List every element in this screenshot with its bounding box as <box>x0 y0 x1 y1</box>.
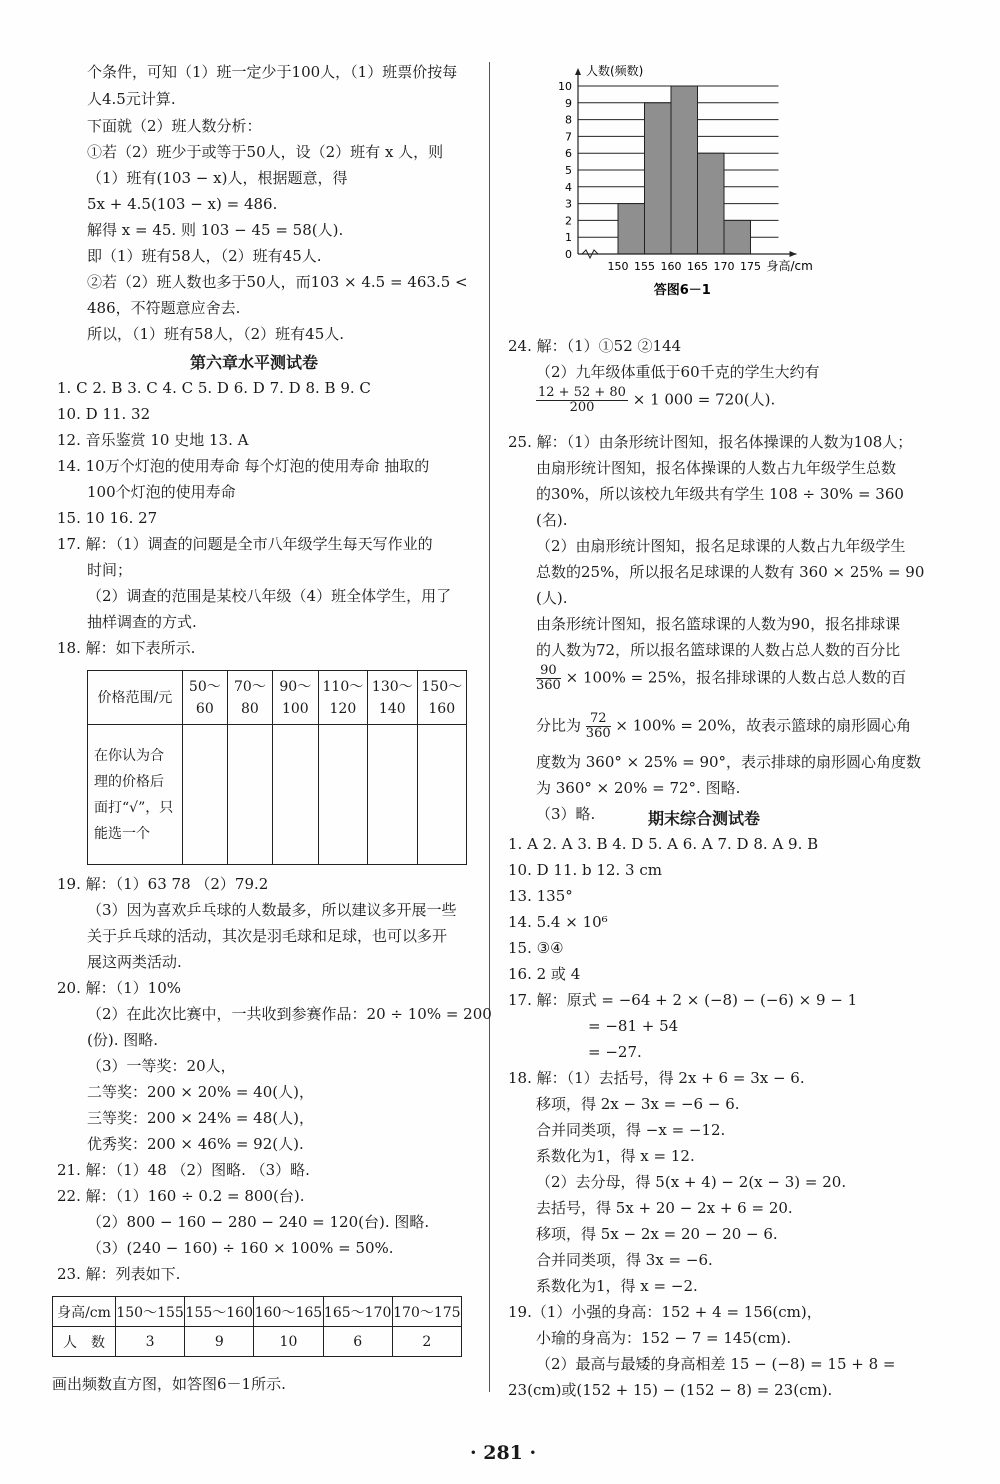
answer-line: 10. D 11. 32 <box>57 405 151 423</box>
answer-line: 总数的25%，所以报名足球课的人数有 360 × 25% = 90 <box>536 563 925 581</box>
x-tick-label: 150 <box>607 260 629 273</box>
answer-line: 移项，得 5x − 2x = 20 − 20 − 6. <box>536 1225 778 1243</box>
answer-line: 的30%，所以该校九年级共有学生 108 ÷ 30% = 360 <box>536 485 904 503</box>
denominator: 200 <box>569 400 595 415</box>
answer-line: 去括号，得 5x + 20 − 2x + 6 = 20. <box>536 1199 793 1217</box>
answer-line: 100个灯泡的使用寿命 <box>87 483 236 501</box>
answer-line: 度数为 360° × 25% = 90°，表示排球的扇形圆心角度数 <box>536 753 922 771</box>
formula-rest: × 100% = 20%，故表示篮球的扇形圆心角 <box>615 716 912 735</box>
text-line: 所以，（1）班有58人，（2）班有45人. <box>87 325 345 343</box>
histogram-bar <box>724 220 751 254</box>
answer-line: 13. 135° <box>508 887 573 905</box>
y-tick-label: 1 <box>565 231 572 245</box>
answer-line: 由扇形统计图知，报名体操课的人数占九年级学生总数 <box>536 459 897 477</box>
answer-line: 展这两类活动. <box>87 953 182 971</box>
x-tick-label: 165 <box>687 260 708 273</box>
formula-rest: × 100% = 25%，报名排球课的人数占总人数的百 <box>565 668 907 687</box>
answer-line: 16. 2 或 4 <box>508 965 581 983</box>
text-line: （1）班有(103 − x)人，根据题意，得 <box>87 169 348 187</box>
formula-line <box>536 386 775 415</box>
table-cell: 6 <box>323 1327 392 1357</box>
answer-line: 时间； <box>87 561 133 579</box>
answer-line: 系数化为1，得 x = 12. <box>536 1147 695 1165</box>
histogram-bar <box>645 103 672 254</box>
answer-line: 10. D 11. b 12. 3 cm <box>508 861 662 879</box>
table-cell: 2 <box>392 1327 461 1357</box>
height-table <box>52 1296 462 1357</box>
text-line: 486，不符题意应舍去. <box>87 299 241 317</box>
table-header: 90～100 <box>272 671 318 725</box>
answer-line: （2）800 − 160 − 280 − 240 = 120(台). 图略. <box>87 1213 430 1231</box>
answer-line: 1. A 2. A 3. B 4. D 5. A 6. A 7. D 8. A 9. B <box>508 835 819 853</box>
y-tick-label: 9 <box>565 96 572 110</box>
table-cell <box>272 725 318 865</box>
answer-line: （2）在此次比赛中，一共收到参赛作品：20 ÷ 10% = 200 <box>87 1005 492 1023</box>
answer-line: (人). <box>536 589 568 607</box>
y-tick-label: 2 <box>565 214 572 228</box>
y-tick-label: 6 <box>565 147 572 161</box>
text-line: 下面就（2）班人数分析： <box>87 117 262 135</box>
table-cell: 3 <box>116 1327 185 1357</box>
answer-line: 的人数为72，所以报名篮球课的人数占总人数的百分比 <box>536 641 901 659</box>
text-line: 个条件，可知（1）班一定少于100人，（1）班票价按每 <box>87 63 458 81</box>
text-line: ②若（2）班人数也多于50人，而103 × 4.5 = 463.5 < <box>87 273 468 291</box>
answer-line: 19.（1）小强的身高：152 + 4 = 156(cm)， <box>508 1303 822 1321</box>
numerator: 12 + 52 + 80 <box>538 385 626 400</box>
denominator: 360 <box>585 726 611 741</box>
answer-line: 15. ③④ <box>508 939 564 957</box>
y-axis-label: 人数(频数) <box>586 64 644 78</box>
answer-line: 三等奖：200 × 24% = 48(人)， <box>87 1109 314 1127</box>
table-cell: 10 <box>254 1327 323 1357</box>
y-tick-label: 4 <box>565 180 572 194</box>
answer-line: （3）一等奖：20人， <box>87 1057 236 1075</box>
answer-line: 小瑜的身高为：152 − 7 = 145(cm). <box>536 1329 792 1347</box>
y-tick-label: 10 <box>558 80 572 93</box>
answer-line: 抽样调查的方式. <box>87 613 197 631</box>
text-line: ①若（2）班少于或等于50人，设（2）班有 x 人，则 <box>87 143 444 161</box>
answer-line: （2）最高与最矮的身高相差 15 − (−8) = 15 + 8 = <box>536 1355 896 1373</box>
table-header: 170～175 <box>392 1297 461 1327</box>
answer-line: （2）由扇形统计图知，报名足球课的人数占九年级学生 <box>536 537 906 555</box>
answer-line: 为 360° × 20% = 72°. 图略. <box>536 779 741 797</box>
y-tick-label: 0 <box>565 248 572 261</box>
answer-line: 由条形统计图知，报名篮球课的人数为90，报名排球课 <box>536 615 901 633</box>
column-divider <box>489 62 490 1392</box>
histogram-bar <box>698 153 725 254</box>
answer-line: 优秀奖：200 × 46% = 92(人). <box>87 1135 304 1153</box>
answer-line: 17. 解：原式 = −64 + 2 × (−8) − (−6) × 9 − 1 <box>508 991 858 1009</box>
table-header: 155～160 <box>185 1297 254 1327</box>
answer-line: 关于乒乓球的活动，其次是羽毛球和足球，也可以多开 <box>87 927 448 945</box>
text-line: 人4.5元计算. <box>87 90 176 108</box>
answer-line: 合并同类项，得 −x = −12. <box>536 1121 726 1139</box>
section-title: 期末综合测试卷 <box>648 809 761 828</box>
table-header: 价格范围/元 <box>88 671 183 725</box>
table-header: 150～160 <box>417 671 467 725</box>
table-cell: 9 <box>185 1327 254 1357</box>
answer-line: 24. 解：（1）①52 ②144 <box>508 337 682 355</box>
answer-line: 17. 解：（1）调查的问题是全市八年级学生每天写作业的 <box>57 535 433 553</box>
x-axis-label: 身高/cm <box>766 259 813 273</box>
text-line: 画出频数直方图，如答图6－1所示. <box>52 1375 286 1393</box>
fraction <box>586 712 611 741</box>
answer-line: （2）调查的范围是某校八年级（4）班全体学生，用了 <box>87 587 452 605</box>
formula-line <box>536 712 911 741</box>
answer-line: 19. 解：（1）63 78 （2）79.2 <box>57 875 269 893</box>
table-header: 130～140 <box>368 671 417 725</box>
table-cell <box>182 725 227 865</box>
answer-line: （3）略. <box>536 805 596 823</box>
answer-line: 23. 解：列表如下. <box>57 1265 181 1283</box>
table-cell <box>227 725 272 865</box>
table-header: 150～155 <box>116 1297 185 1327</box>
answer-line: 移项，得 2x − 3x = −6 − 6. <box>536 1095 740 1113</box>
answer-line: 15. 10 16. 27 <box>57 509 158 527</box>
y-tick-label: 7 <box>565 130 572 144</box>
answer-line: = −81 + 54 <box>588 1017 679 1035</box>
table-header: 165～170 <box>323 1297 392 1327</box>
x-tick-label: 160 <box>660 260 682 273</box>
table-cell <box>318 725 367 865</box>
answer-line: 1. C 2. B 3. C 4. C 5. D 6. D 7. D 8. B 9. C <box>57 379 371 397</box>
answer-line: 25. 解：（1）由条形统计图知，报名体操课的人数为108人； <box>508 433 913 451</box>
answer-line: 合并同类项，得 3x = −6. <box>536 1251 713 1269</box>
table-header: 70～80 <box>227 671 272 725</box>
answer-line: 12. 音乐鉴赏 10 史地 13. A <box>57 431 249 449</box>
table-header: 160～165 <box>254 1297 323 1327</box>
formula-pre: 分比为 <box>536 716 582 735</box>
answer-line: = −27. <box>588 1043 642 1061</box>
numerator: 72 <box>586 712 611 727</box>
denominator: 360 <box>536 678 561 693</box>
answer-line: （2）九年级体重低于60千克的学生大约有 <box>536 363 820 381</box>
answer-line: 23(cm)或(152 + 15) − (152 − 8) = 23(cm). <box>508 1381 833 1399</box>
answer-line: 系数化为1，得 x = −2. <box>536 1277 698 1295</box>
x-axis-arrow <box>790 251 797 257</box>
price-table <box>87 670 467 865</box>
x-tick-label: 170 <box>713 260 735 273</box>
chart-caption: 答图6－1 <box>653 283 711 298</box>
answer-line: 21. 解：（1）48 （2）图略. （3）略. <box>57 1161 310 1179</box>
histogram-bar <box>671 86 698 254</box>
histogram-bar <box>618 204 645 254</box>
answer-line: （2）去分母，得 5(x + 4) − 2(x − 3) = 20. <box>536 1173 847 1191</box>
answer-line: 14. 5.4 × 10⁶ <box>508 913 608 931</box>
numerator: 90 <box>536 664 561 679</box>
answer-line: 二等奖：200 × 20% = 40(人)， <box>87 1083 314 1101</box>
answer-line: 22. 解：（1）160 ÷ 0.2 = 800(台). <box>57 1187 305 1205</box>
x-tick-label: 155 <box>634 260 655 273</box>
fraction <box>536 386 628 415</box>
answer-line: (份). 图略. <box>87 1031 159 1049</box>
x-tick-label: 175 <box>740 260 761 273</box>
fraction <box>536 664 561 693</box>
text-line: 5x + 4.5(103 − x) = 486. <box>87 195 278 213</box>
table-header: 50～60 <box>182 671 227 725</box>
table-header: 身高/cm <box>53 1297 116 1327</box>
y-tick-label: 8 <box>565 113 572 127</box>
text-line: 即（1）班有58人，（2）班有45人. <box>87 247 322 265</box>
y-tick-label: 3 <box>565 197 572 211</box>
answer-line: (名). <box>536 511 568 529</box>
formula-line <box>536 664 906 693</box>
table-cell <box>368 725 417 865</box>
y-tick-label: 5 <box>565 164 572 177</box>
table-row-label: 在你认为合理的价格后面打“√”，只能选一个 <box>88 725 183 865</box>
formula-rest: × 1 000 = 720(人). <box>632 390 776 409</box>
y-axis-arrow <box>575 68 581 75</box>
answer-line: （3）(240 − 160) ÷ 160 × 100% = 50%. <box>87 1239 394 1257</box>
table-row-label: 人 数 <box>53 1327 116 1357</box>
text-line: 解得 x = 45. 则 103 − 45 = 58(人). <box>87 221 344 239</box>
table-cell <box>417 725 467 865</box>
table-header: 110～120 <box>318 671 367 725</box>
answer-line: 14. 10万个灯泡的使用寿命 每个灯泡的使用寿命 抽取的 <box>57 457 430 475</box>
histogram-chart <box>550 55 880 305</box>
page-number: · 281 · <box>470 1442 537 1464</box>
section-title: 第六章水平测试卷 <box>190 353 319 372</box>
answer-line: 18. 解：如下表所示. <box>57 639 196 657</box>
answer-line: （3）因为喜欢乒乓球的人数最多，所以建议多开展一些 <box>87 901 457 919</box>
answer-line: 18. 解：（1）去括号，得 2x + 6 = 3x − 6. <box>508 1069 805 1087</box>
answer-line: 20. 解：（1）10% <box>57 979 182 997</box>
